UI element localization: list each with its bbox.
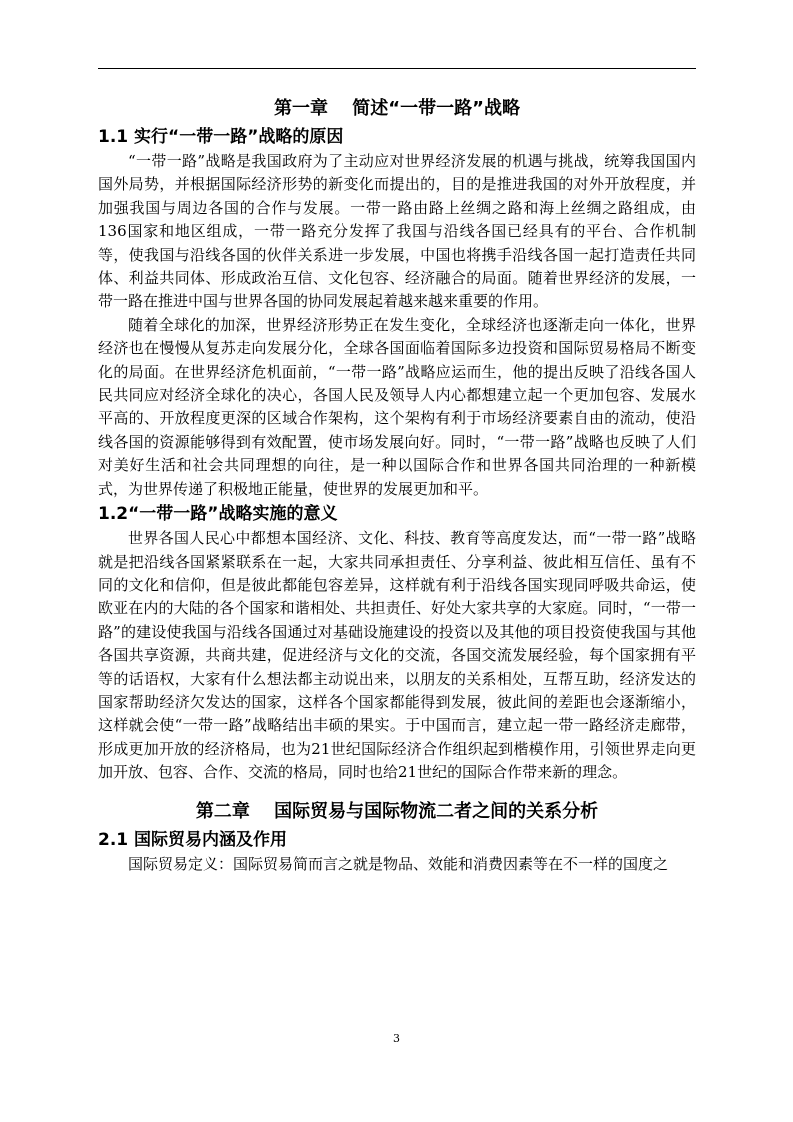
chapter-1-title: 第一章 简述“一带一路”战略 <box>274 98 520 119</box>
section-2-1-paragraph-1: 国际贸易定义：国际贸易简而言之就是物品、效能和消费因素等在不一样的国度之 <box>128 854 669 873</box>
page-content <box>98 86 696 876</box>
section-1-1-paragraph-1: “一带一路”战略是我国政府为了主动应对世界经济发展的机遇与挑战，统筹我国国内国外局势，并根据国际经济形势的新变化而提出的，目的是推进我国的对外开放程度，并加强我国与周边各国的合作与发展。一带一路由路上丝绸之路和海上丝绸之路组成，由136国家和地区组成，一带一路充分发挥了我国与沿线各国已经具有的平台、合作机制等，使我国与沿线各国的伙伴关系进一步发展，中国也将携手沿线各国一起打造责任共同体、利益共同体、形成政治互信、文化包容、经济融合的局面。随着世界经济的发展，一带一路在推进中国与世界各国的协同发展起着越来越来重要的作用。 <box>98 152 696 311</box>
chapter-2-title: 第二章 国际贸易与国际物流二者之间的关系分析 <box>195 800 599 822</box>
section-1-2-paragraph-1: 世界各国人民心中都想本国经济、文化、科技、教育等高度发达，而“一带一路”战略就是把沿线各国紧紧联系在一起，大家共同承担责任、分享利益、彼此相互信任、虽有不同的文化和信仰，但是彼此都能包容差异，这样就有利于沿线各国实现同呼吸共命运，使欧亚在内的大陆的各个国家和谐相处、共担责任、好处大家共享的大家庭。同时，“一带一路”的建设使我国与沿线各国通过对基础设施建设的投资以及其他的项目投资使我国与其他各国共享资源，共商共建，促进经济与文化的交流，各国交流发展经验，每个国家拥有平等的话语权，大家有什么想法都主动说出来，以朋友的关系相处，互帮互助，经济发达的国家帮助经济欠发达的国家，这样各个国家都能得到发展，彼此间的差距也会逐渐缩小，这样就会使“一带一路”战略结出丰硕的果实。于中国而言，建立起一带一路经济走廊带，形成更加开放的经济格局，也为21世纪国际经济合作组织起到楷模作用，引领世界走向更加开放、包容、合作、交流的格局，同时也给21世纪的国际合作带来新的理念。 <box>98 529 696 782</box>
section-2-1-title: 2.1 国际贸易内涵及作用 <box>98 829 288 850</box>
section-1-2-title: 1.2“一带一路”战略实施的意义 <box>98 504 338 525</box>
section-1-1-title: 1.1 实行“一带一路”战略的原因 <box>98 127 344 147</box>
page-number: 3 <box>393 1032 400 1045</box>
header-rule <box>98 68 696 69</box>
section-1-1-paragraph-2: 随着全球化的加深，世界经济形势正在发生变化，全球经济也逐渐走向一体化，世界经济也在慢慢从复苏走向发展分化，全球各国面临着国际多边投资和国际贸易格局不断变化的局面。在世界经济危机面前，“一带一路”战略应运而生，他的提出反映了沿线各国人民共同应对经济全球化的决心，各国人民及领导人内心都想建立起一个更加包容、发展水平高的、开放程度更深的区域合作架构，这个架构有利于市场经济要素自由的流动，使沿线各国的资源能够得到有效配置，使市场发展向好。同时，“一带一路”战略也反映了人们对美好生活和社会共同理想的向往，是一种以国际合作和世界各国共同治理的一种新模式，为世界传递了积极地正能量，使世界的发展更加和平。 <box>98 315 696 498</box>
